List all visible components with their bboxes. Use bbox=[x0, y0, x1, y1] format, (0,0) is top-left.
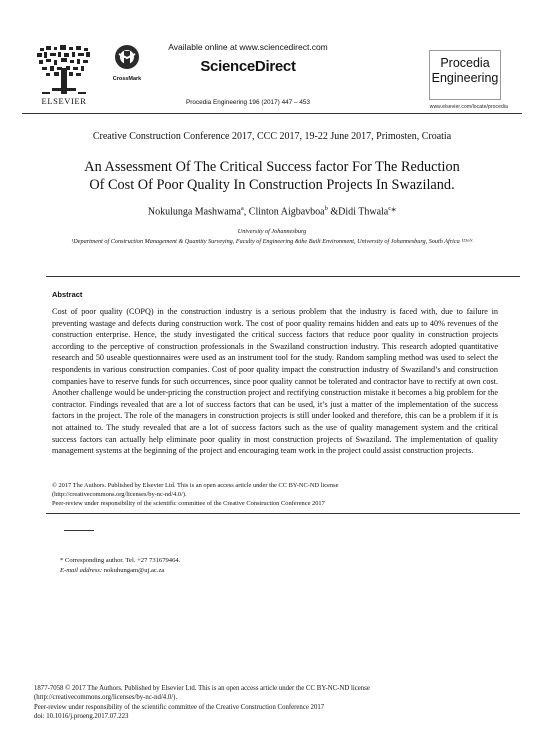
crossmark-icon bbox=[110, 44, 144, 70]
title-line-1: An Assessment Of The Critical Success factor For The Reduction bbox=[84, 159, 460, 175]
header-rule bbox=[22, 113, 522, 114]
procedia-journal-title bbox=[429, 56, 501, 86]
elsevier-tree-logo bbox=[34, 44, 94, 104]
author-3: Didi Thwala bbox=[338, 206, 389, 218]
available-online-text: Available online at www.sciencedirect.com bbox=[168, 42, 328, 52]
journal-reference: Procedia Engineering 196 (2017) 447 – 453 bbox=[186, 99, 310, 106]
abstract-bottom-rule bbox=[46, 513, 520, 514]
abstract-top-rule bbox=[46, 276, 520, 277]
corresponding-author-note bbox=[60, 556, 180, 576]
procedia-title-line2: Engineering bbox=[431, 71, 499, 85]
affiliation-university: University of Johannesburg bbox=[237, 228, 307, 235]
footer-issn-license: 1877-7058 © 2017 The Authors. Published by Elsevier Ltd. This is an open access article under the CC BY-NC-ND license bbox=[34, 685, 370, 692]
abstract-body: Cost of poor quality (COPQ) in the construction industry is a serious problem that the industry is faced with, due to failure in preventing wastage and defects during construction work. The cost of poor quality remains hidden and eats up to 40% revenues of the construction enterprise. Hence, the study investigated the critical success factors that reduce poor quality in construction projects according to the perceptive of construction professionals in the Swaziland construction industry. This research adopted quantitative research and 50 useable questionnaires were used as an instrument tool for the study. Random sampling method was used to select the respondents in various construction companies. Cost of poor quality impact the construction industry of Swaziland’s and construction companies have to reserve funds for such occurrences, since poor quality cannot be tolerated and contractor have to rectify at own cost. Another challenge would be under-pricing the construction project and rectifying construction mistake it becomes a big problem for the contractor. Findings revealed that are a lot of success factors that can be used, it’s just a matter of the implementation of the success factors in the project. The role of the managers in construction projects is still under looked and therefore, this can be a problem if it is not attained to. The study revealed that are a lot of success factors such as the use of quality management system and the critical success factors can actually help eliminate poor quality in most construction projects of Swaziland. The implementation of quality management systems at the beginning of the project and encouraging team work in the project could assist construction projects. bbox=[52, 307, 498, 456]
page-footer bbox=[34, 684, 504, 722]
license-link[interactable]: (http://creativecommons.org/licenses/by-nc-nd/4.0/). bbox=[52, 491, 187, 498]
author-sep-1: , bbox=[243, 206, 249, 218]
sciencedirect-wordmark: ScienceDirect bbox=[200, 58, 296, 75]
paper-title bbox=[30, 158, 514, 194]
email-address[interactable]: nokuhungam@uj.ac.za bbox=[102, 567, 165, 574]
abstract-heading: Abstract bbox=[52, 290, 83, 299]
author-1: Nokulunga Mashwama bbox=[147, 206, 241, 218]
footer-license-link[interactable]: (http://creativecommons.org/licenses/by-nc-nd/4.0/). bbox=[34, 694, 178, 702]
procedia-url: www.elsevier.com/locate/procedia bbox=[429, 104, 508, 110]
corresponding-tel: * Corresponding author. Tel. +27 731679464. bbox=[60, 557, 181, 564]
license-line-1: © 2017 The Authors. Published by Elsevier Ltd. This is an open access article under the CC BY-NC-ND license bbox=[52, 482, 339, 489]
corresponding-email-line bbox=[60, 566, 180, 576]
author-2-sup: b bbox=[324, 205, 328, 212]
elsevier-wordmark: ELSEVIER bbox=[41, 96, 87, 106]
abstract-license bbox=[52, 481, 498, 508]
procedia-title-line1: Procedia bbox=[440, 56, 490, 70]
footnote-rule bbox=[64, 530, 94, 531]
peer-review-note: Peer-review under responsibility of the scientific committee of the Creative Construction Conference 2017 bbox=[52, 500, 325, 507]
title-line-2: Of Cost Of Poor Quality In Construction Projects In Swaziland. bbox=[89, 177, 455, 193]
author-2: Clinton Aigbavboa bbox=[248, 206, 325, 218]
affiliation-department: ¹Department of Construction Management & Quantity Surveying, Faculty of Engineering &the Built Environment, University of Johannesburg, South Africa ¹²³ᵃᵇᶜ bbox=[71, 238, 473, 245]
conference-line: Creative Construction Conference 2017, CCC 2017, 19-22 June 2017, Primosten, Croatia bbox=[92, 131, 452, 142]
author-1-sup: a bbox=[240, 205, 244, 212]
crossmark-badge[interactable] bbox=[110, 44, 144, 82]
email-label: E-mail address: bbox=[60, 567, 103, 574]
author-sep-2: & bbox=[327, 206, 339, 218]
author-list bbox=[30, 205, 514, 217]
corresponding-star: * bbox=[391, 206, 397, 218]
footer-peer-review: Peer-review under responsibility of the scientific committee of the Creative Construction Conference 2017 bbox=[34, 703, 325, 711]
author-3-sup: c bbox=[388, 205, 392, 212]
crossmark-label: CrossMark bbox=[112, 76, 142, 82]
footer-doi[interactable]: doi: 10.1016/j.proeng.2017.07.223 bbox=[34, 713, 129, 721]
